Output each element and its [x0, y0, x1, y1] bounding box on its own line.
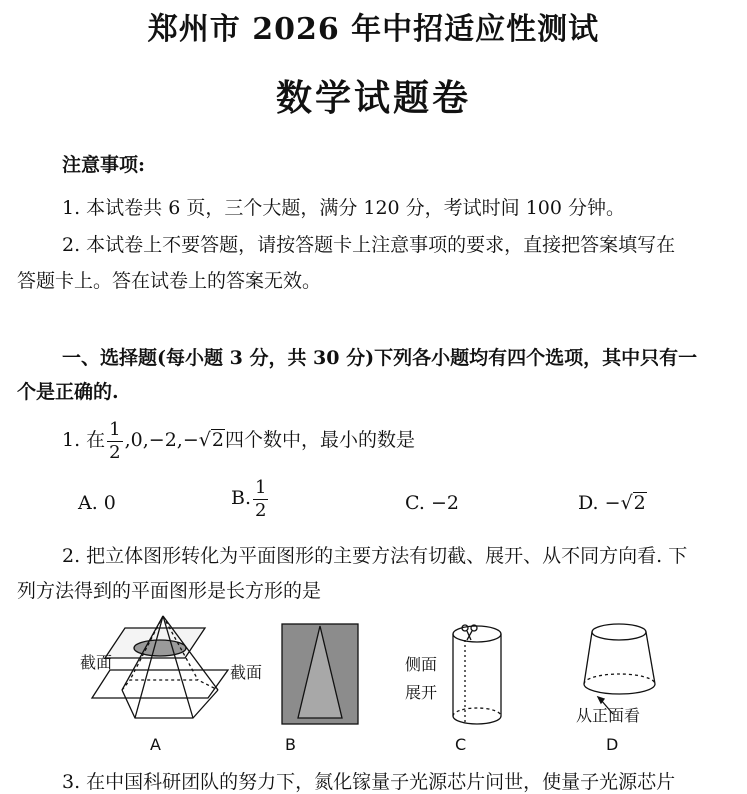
section-1-line-1: 一、选择题(每小题 3 分，共 30 分)下列各小题均有四个选项，其中只有一	[62, 347, 698, 369]
option-b-fraction	[253, 476, 268, 521]
figure-a-caption: A	[150, 735, 161, 754]
question-1-suffix: 四个数中，最小的数是	[224, 429, 415, 451]
exam-title: 郑州市 2026 年中招适应性测试	[147, 12, 600, 47]
fraction-one-half	[107, 418, 122, 463]
notes-heading: 注意事项:	[62, 154, 146, 176]
question-1-prefix: 1. 在	[62, 429, 106, 451]
option-d-label: D. −	[578, 492, 621, 514]
figure-a-label: 截面	[80, 653, 113, 672]
figure-a-pyramid	[92, 616, 228, 718]
question-3-line-1: 3. 在中国科研团队的努力下，氮化镓量子光源芯片问世，使量子光源芯片	[62, 771, 676, 793]
sqrt-two: √2	[198, 429, 224, 451]
figure-c-label-2: 展开	[405, 683, 438, 702]
notes-item-2-line-2: 答题卡上。答在试卷上的答案无效。	[17, 270, 322, 292]
figure-b-cone-section	[282, 624, 358, 724]
section-1-line-2: 个是正确的.	[17, 381, 119, 403]
question-2-figures	[0, 610, 747, 760]
exam-subtitle: 数学试题卷	[275, 77, 471, 119]
figure-b-caption: B	[285, 735, 296, 754]
fraction-numerator: 1	[109, 418, 121, 440]
question-2-line-2: 列方法得到的平面图形是长方形的是	[17, 580, 322, 602]
sqrt-radicand: 2	[211, 429, 224, 451]
figure-b-label: 截面	[230, 663, 263, 682]
figure-d-label: 从正面看	[576, 706, 641, 725]
option-b-numerator: 1	[255, 476, 267, 498]
notes-item-1: 1. 本试卷共 6 页，三个大题，满分 120 分，考试时间 100 分钟。	[62, 197, 626, 219]
option-b-label: B.	[231, 487, 252, 509]
option-d-sqrt: √2	[620, 492, 646, 514]
option-b-denominator: 2	[255, 499, 267, 521]
figure-c-cylinder	[453, 625, 501, 724]
question-1-option-c: C. −2	[405, 492, 459, 514]
notes-item-2-line-1: 2. 本试卷上不要答题，请按答题卡上注意事项的要求，直接把答案填写在	[62, 234, 676, 256]
figure-d-caption: D	[606, 735, 619, 754]
figure-c-caption: C	[455, 735, 467, 754]
question-1-option-b	[231, 478, 270, 520]
fraction-denominator: 2	[109, 441, 121, 463]
question-1-middle: ,0,−2,−	[124, 429, 199, 451]
question-1-option-a: A. 0	[78, 492, 116, 514]
option-d-radicand: 2	[633, 492, 646, 514]
question-1-stem	[62, 420, 415, 462]
question-2-line-1: 2. 把立体图形转化为平面图形的主要方法有切截、展开、从不同方向看. 下	[62, 545, 688, 567]
question-1-option-d	[578, 492, 647, 514]
figure-d-frustum	[584, 624, 655, 714]
figure-c-label-1: 侧面	[405, 655, 438, 674]
